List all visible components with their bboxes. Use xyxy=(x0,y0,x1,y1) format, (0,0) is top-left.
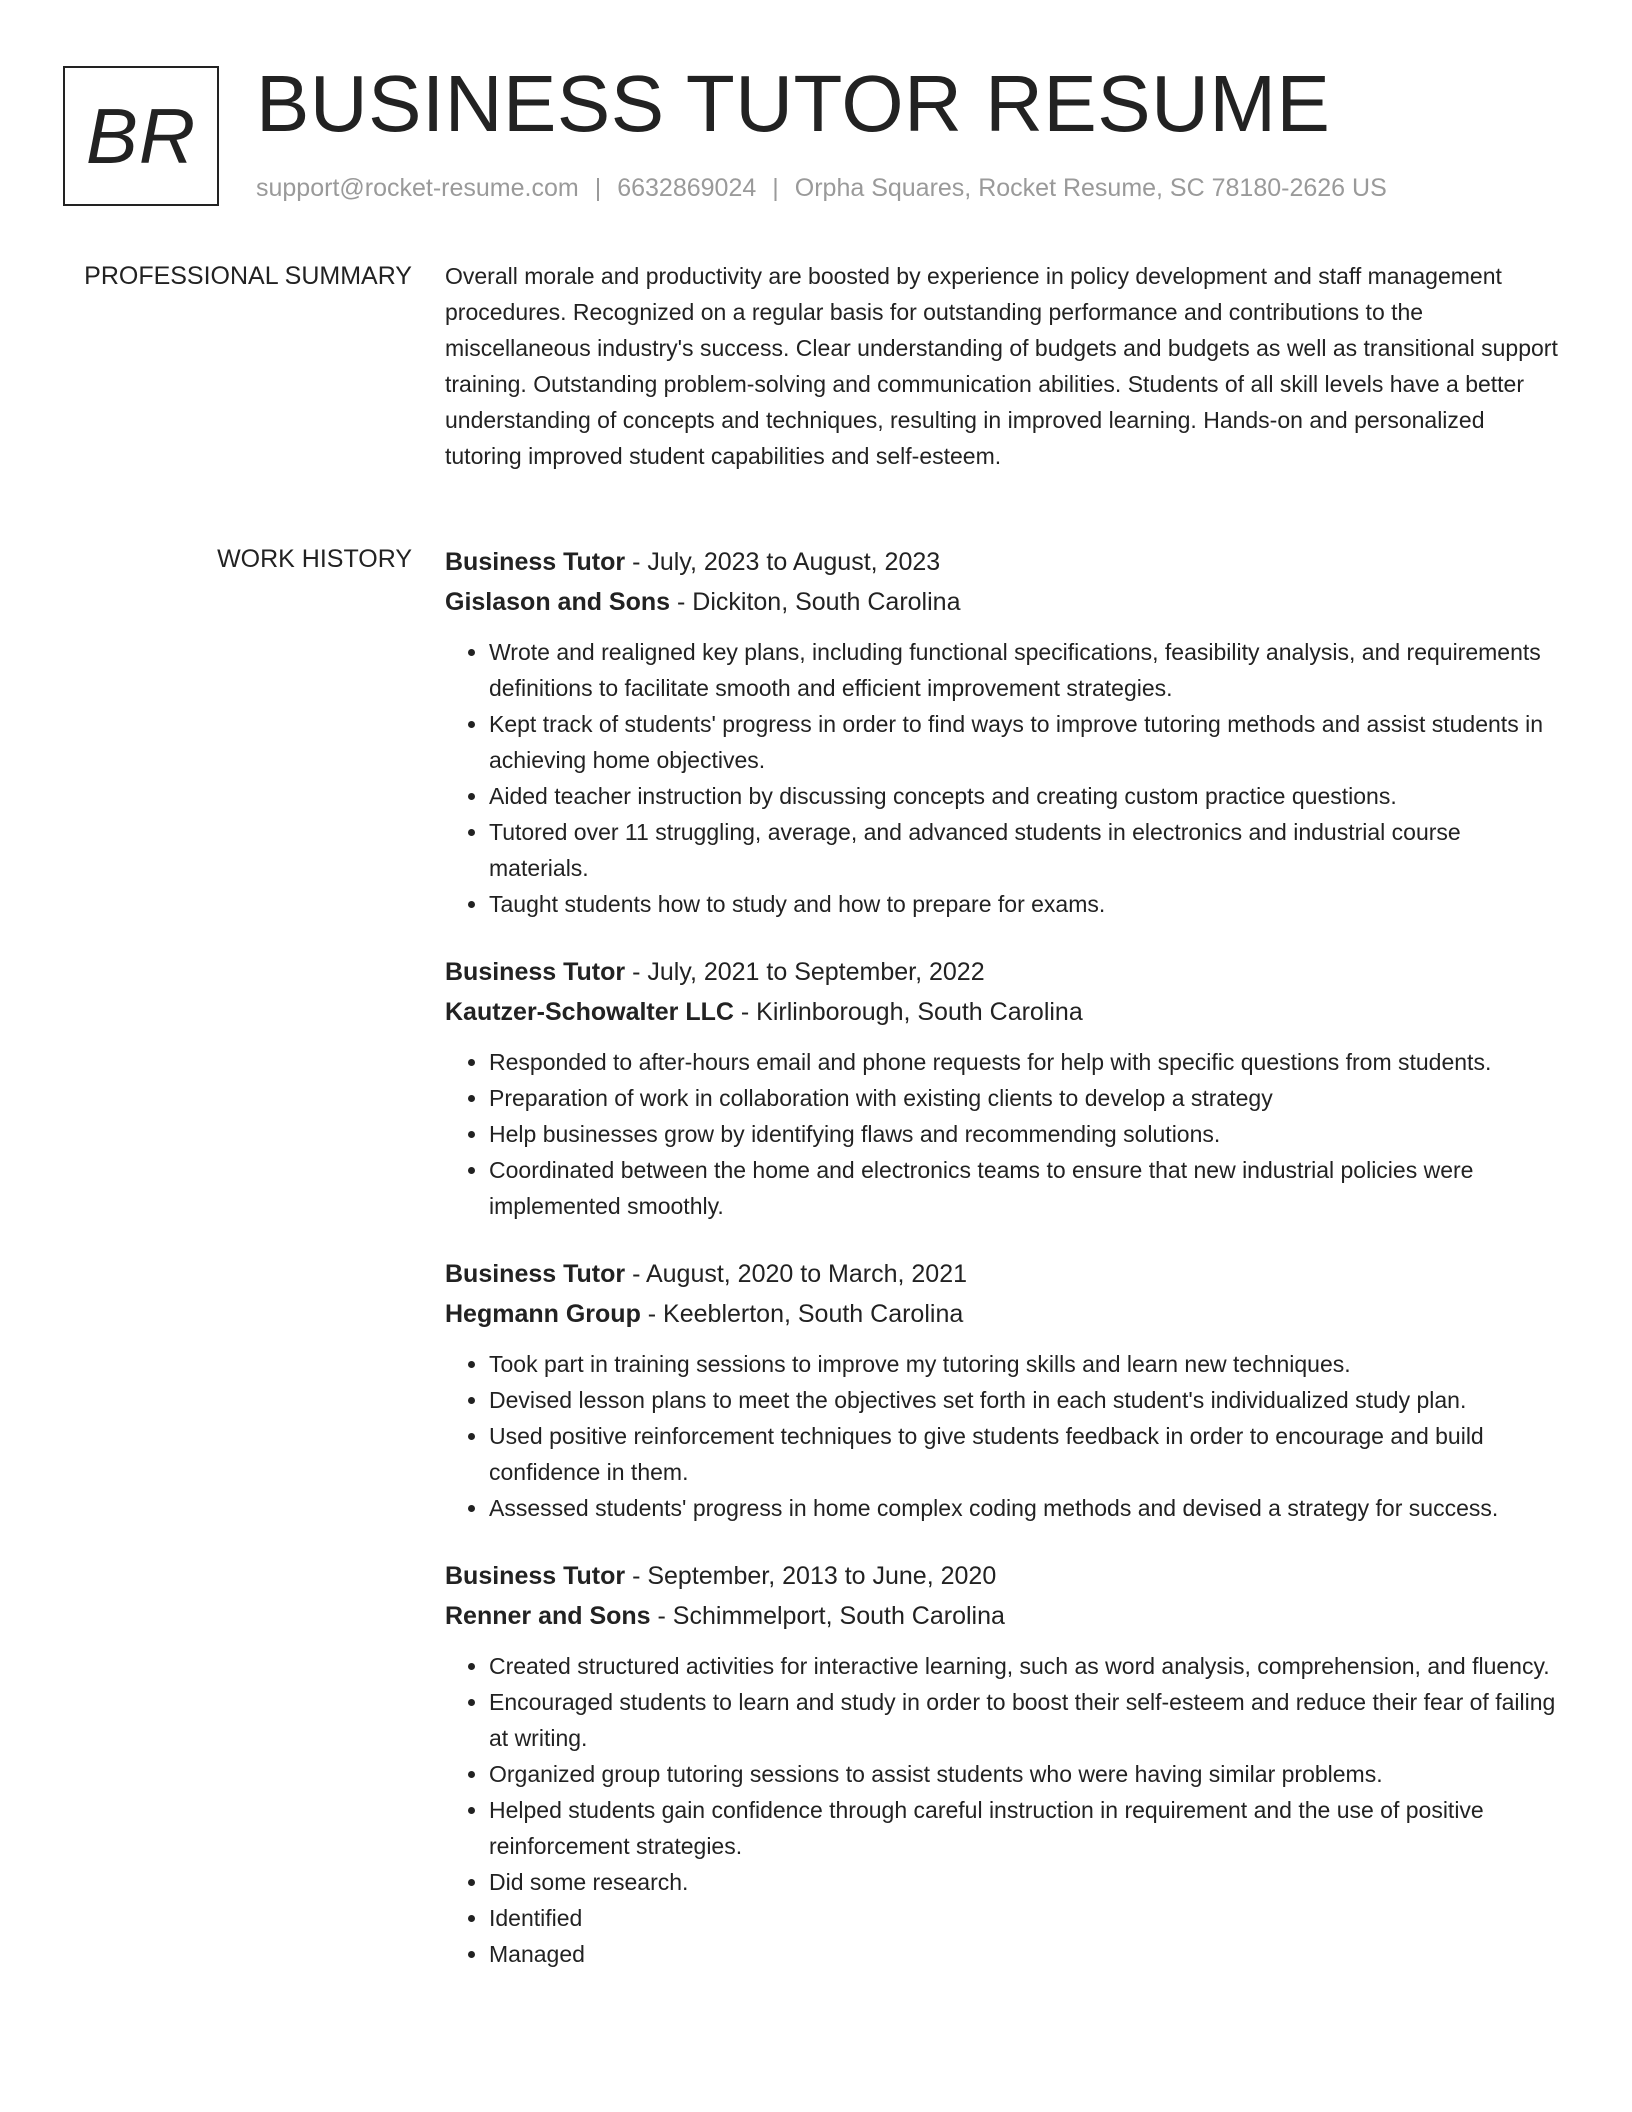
job-company: Kautzer-Schowalter LLC xyxy=(445,998,734,1026)
job-bullet: • Preparation of work in collaboration with existing clients to develop a strategy xyxy=(489,1080,1565,1116)
job-entry xyxy=(445,1254,1565,1526)
job-bullet: • Tutored over 11 struggling, average, and advanced students in electronics and industrial course materials. xyxy=(489,814,1565,886)
section-label-professional-summary: PROFESSIONAL SUMMARY xyxy=(84,262,412,290)
job-bullet: • Aided teacher instruction by discussing concepts and creating custom practice questions. xyxy=(489,778,1565,814)
professional-summary-text: Overall morale and productivity are boosted by experience in policy development and staff management procedures. Recognized on a regular basis for outstanding performance and contributions to the miscellaneous industry's success. Clear understanding of budgets and budgets as well as transitional support training. Outstanding problem-solving and communication abilities. Students of all skill levels have a better understanding of concepts and techniques, resulting in improved learning. Hands-on and personalized tutoring improved student capabilities and self-esteem. xyxy=(445,263,1558,469)
contact-address: Orpha Squares, Rocket Resume, SC 78180-2626 US xyxy=(794,174,1387,202)
resume-title: BUSINESS TUTOR RESUME xyxy=(256,59,1331,148)
job-bullet: • Managed xyxy=(489,1936,1565,1972)
job-bullet: • Assessed students' progress in home complex coding methods and devised a strategy for success. xyxy=(489,1490,1565,1526)
job-bullet: • Used positive reinforcement techniques to give students feedback in order to encourage and build confidence in them. xyxy=(489,1418,1565,1490)
job-title-line xyxy=(445,1254,1565,1294)
job-dates: - September, 2013 to June, 2020 xyxy=(625,1562,997,1590)
job-bullets xyxy=(445,1648,1565,1972)
contact-separator: | xyxy=(772,174,779,202)
job-location: - Keeblerton, South Carolina xyxy=(640,1300,964,1328)
work-history-list xyxy=(445,542,1565,2002)
job-title-line xyxy=(445,952,1565,992)
section-label-work-history: WORK HISTORY xyxy=(217,545,412,573)
monogram-logo: BR xyxy=(63,66,219,206)
job-bullet: • Responded to after-hours email and phone requests for help with specific questions from students. xyxy=(489,1044,1565,1080)
job-company-line xyxy=(445,992,1565,1032)
job-dates: - July, 2023 to August, 2023 xyxy=(625,548,941,576)
job-bullets xyxy=(445,634,1565,922)
job-bullet: • Wrote and realigned key plans, including functional specifications, feasibility analysis, and requirements definitions to facilitate smooth and efficient improvement strategies. xyxy=(489,634,1565,706)
contact-separator: | xyxy=(594,174,602,202)
job-bullet: • Did some research. xyxy=(489,1864,1565,1900)
job-bullet: • Kept track of students' progress in order to find ways to improve tutoring methods and assist students in achieving home objectives. xyxy=(489,706,1565,778)
job-company: Gislason and Sons xyxy=(445,588,671,616)
job-company-line xyxy=(445,1596,1565,1636)
job-title: Business Tutor xyxy=(445,1260,626,1288)
job-title: Business Tutor xyxy=(445,548,626,576)
job-entry xyxy=(445,1556,1565,1972)
job-title: Business Tutor xyxy=(445,958,626,986)
job-bullet: • Took part in training sessions to improve my tutoring skills and learn new techniques. xyxy=(489,1346,1565,1382)
job-bullet: • Devised lesson plans to meet the objectives set forth in each student's individualized study plan. xyxy=(489,1382,1565,1418)
job-title: Business Tutor xyxy=(445,1562,626,1590)
job-bullets xyxy=(445,1346,1565,1526)
job-bullets xyxy=(445,1044,1565,1224)
job-entry xyxy=(445,542,1565,922)
job-location: - Schimmelport, South Carolina xyxy=(650,1602,1005,1630)
job-location: - Kirlinborough, South Carolina xyxy=(733,998,1083,1026)
job-company: Hegmann Group xyxy=(445,1300,641,1328)
job-title-line xyxy=(445,542,1565,582)
job-bullet: • Identified xyxy=(489,1900,1565,1936)
contact-phone[interactable]: 6632869024 xyxy=(617,174,757,202)
job-company: Renner and Sons xyxy=(445,1602,651,1630)
job-company-line xyxy=(445,1294,1565,1334)
job-bullet: • Helped students gain confidence through careful instruction in requirement and the use of positive reinforcement strategies. xyxy=(489,1792,1565,1864)
job-bullet: • Created structured activities for interactive learning, such as word analysis, comprehension, and fluency. xyxy=(489,1648,1565,1684)
job-bullet: • Organized group tutoring sessions to assist students who were having similar problems. xyxy=(489,1756,1565,1792)
job-bullet: • Coordinated between the home and electronics teams to ensure that new industrial policies were implemented smoothly. xyxy=(489,1152,1565,1224)
job-title-line xyxy=(445,1556,1565,1596)
job-location: - Dickiton, South Carolina xyxy=(670,588,961,616)
job-bullet: • Taught students how to study and how to prepare for exams. xyxy=(489,886,1565,922)
job-company-line xyxy=(445,582,1565,622)
job-entry xyxy=(445,952,1565,1224)
job-dates: - August, 2020 to March, 2021 xyxy=(625,1260,968,1288)
contact-line xyxy=(256,172,1387,205)
contact-email[interactable]: support@rocket-resume.com xyxy=(256,174,579,202)
job-bullet: • Help businesses grow by identifying flaws and recommending solutions. xyxy=(489,1116,1565,1152)
job-dates: - July, 2021 to September, 2022 xyxy=(625,958,985,986)
job-bullet: • Encouraged students to learn and study in order to boost their self-esteem and reduce their fear of failing at writing. xyxy=(489,1684,1565,1756)
